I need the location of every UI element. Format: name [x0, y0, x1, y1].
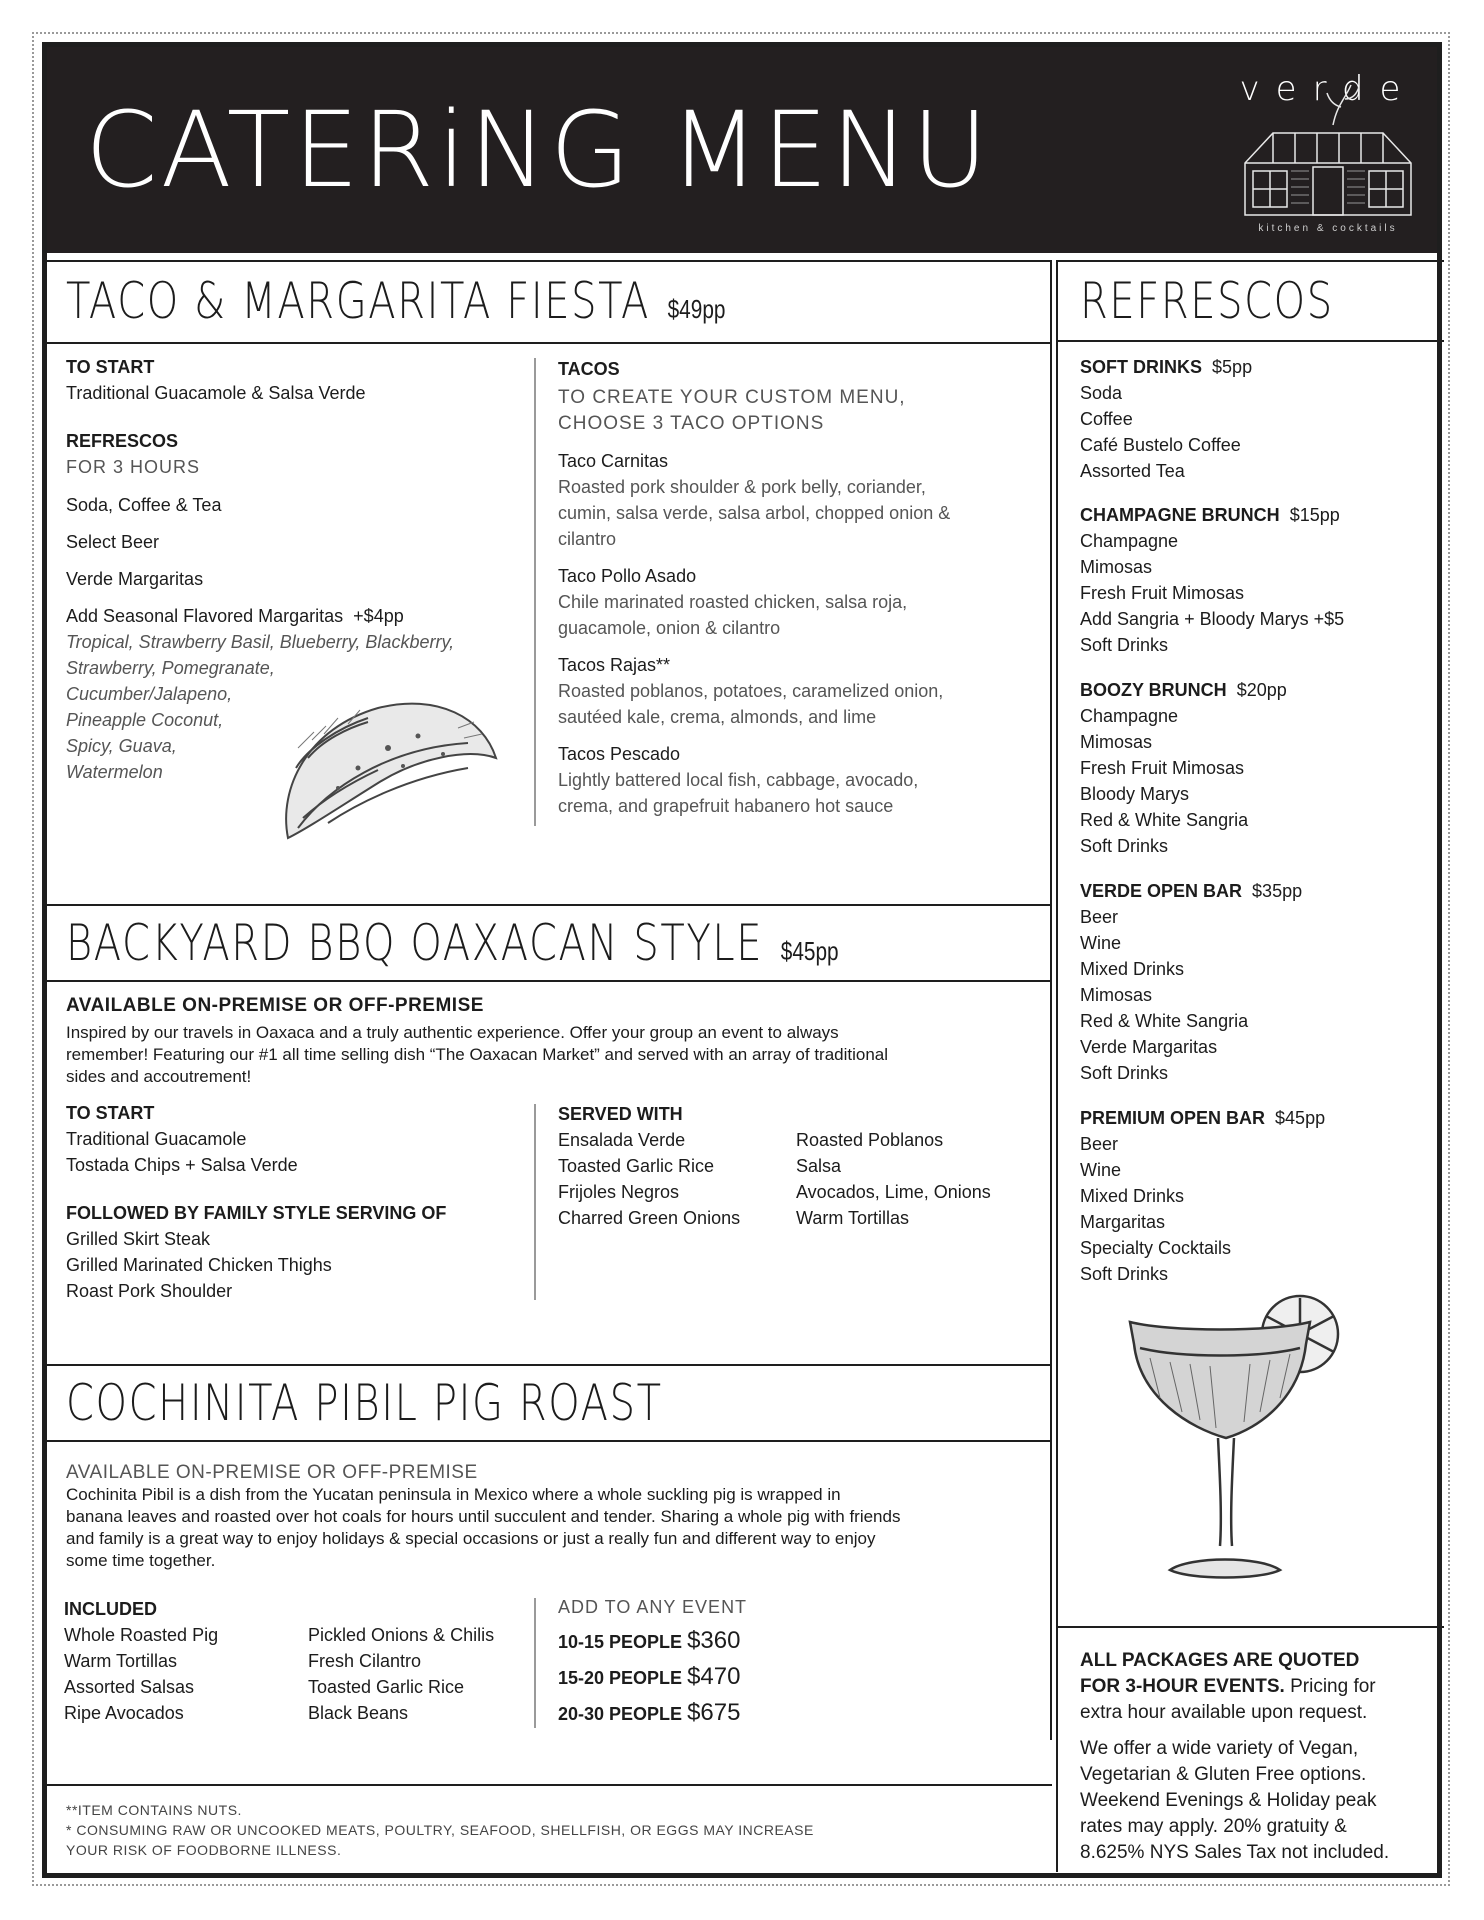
pig-included-label: INCLUDED	[64, 1599, 157, 1619]
list-item: Wine	[1080, 933, 1122, 953]
notes-line: rates may apply. 20% gratuity &	[1080, 1816, 1347, 1837]
list-item: Black Beans	[308, 1703, 409, 1723]
taco-name: Taco Pollo Asado	[558, 566, 697, 586]
divider	[44, 1364, 1052, 1366]
verde-logo	[1233, 55, 1423, 241]
taco-name: Tacos Rajas**	[558, 655, 671, 675]
list-item: Grilled Marinated Chicken Thighs	[66, 1255, 332, 1275]
list-item: Watermelon	[66, 762, 163, 782]
pig-add-label: ADD TO ANY EVENT	[558, 1597, 748, 1617]
divider	[1050, 260, 1052, 1740]
package-price: $45pp	[1275, 1108, 1326, 1128]
tacos-sub: CHOOSE 3 TACO OPTIONS	[558, 413, 825, 434]
list-item: Soft Drinks	[1080, 1264, 1169, 1284]
list-item: Mimosas	[1080, 557, 1153, 577]
pig-desc-line: banana leaves and roasted over hot coals for hours until succulent and tender. Sharing a whole pig with friends	[66, 1507, 901, 1526]
pig-desc-line: and family is a great way to enjoy holidays & special occasions or just a really fun and different way to enjoy	[66, 1529, 876, 1548]
list-item: Mimosas	[1080, 985, 1153, 1005]
package-price: $35pp	[1252, 881, 1303, 901]
divider	[44, 904, 1052, 906]
list-item: Bloody Marys	[1080, 784, 1190, 804]
bbq-desc-line: Inspired by our travels in Oaxaca and a truly authentic experience. Offer your group an event to always	[66, 1023, 839, 1042]
pig-title-text: COCHINITA PIBIL PIG ROAST	[66, 1374, 663, 1432]
list-item: Soft Drinks	[1080, 836, 1169, 856]
list-item: Soft Drinks	[1080, 635, 1169, 655]
list-item: Roasted Poblanos	[796, 1130, 944, 1150]
notes-bold-1	[1080, 1648, 1359, 1674]
list-item: Wine	[1080, 1160, 1122, 1180]
list-item: Warm Tortillas	[796, 1208, 910, 1228]
list-item: Coffee	[1080, 409, 1133, 429]
bbq-title	[66, 914, 839, 972]
taco-name: Taco Carnitas	[558, 451, 669, 471]
pig-title	[66, 1374, 663, 1432]
taco-name: Tacos Pescado	[558, 744, 681, 764]
list-item: Whole Roasted Pig	[64, 1625, 219, 1645]
package-items	[1080, 904, 1248, 1086]
package-header	[1080, 502, 1340, 528]
fiesta-drink: Select Beer	[66, 532, 160, 552]
list-item: Toasted Garlic Rice	[308, 1677, 465, 1697]
list-item: Beer	[1080, 907, 1119, 927]
package-items	[1080, 1131, 1231, 1287]
fiesta-drink: Verde Margaritas	[66, 569, 204, 589]
list-item: Roast Pork Shoulder	[66, 1281, 233, 1301]
page-title: CATERiNG MENU	[85, 89, 991, 211]
list-item: Verde Margaritas	[1080, 1037, 1218, 1057]
notes-bold-text: ALL PACKAGES ARE QUOTED	[1080, 1650, 1360, 1671]
taco-illustration	[268, 688, 508, 858]
divider	[1056, 260, 1058, 1872]
divider	[1056, 1626, 1444, 1628]
list-item: Traditional Guacamole	[66, 1129, 247, 1149]
notes-line: We offer a wide variety of Vegan,	[1080, 1738, 1359, 1759]
logo-wordmark: verde	[1239, 69, 1417, 109]
pig-tier	[558, 1696, 740, 1731]
list-item: Assorted Salsas	[64, 1677, 195, 1697]
header-banner	[47, 47, 1437, 253]
tier-people: 20-30 PEOPLE	[558, 1704, 683, 1724]
list-item: Ripe Avocados	[64, 1703, 184, 1723]
list-item: Mixed Drinks	[1080, 1186, 1185, 1206]
notes-line-2	[1080, 1674, 1376, 1700]
pig-tier	[558, 1660, 740, 1695]
bbq-price: $45pp	[780, 936, 839, 966]
logo-tagline: kitchen & cocktails	[1258, 223, 1398, 234]
package-items	[1080, 528, 1344, 658]
list-item: Ensalada Verde	[558, 1130, 686, 1150]
list-item: Pineapple Coconut,	[66, 710, 224, 730]
tier-people: 10-15 PEOPLE	[558, 1632, 683, 1652]
list-item: Red & White Sangria	[1080, 810, 1249, 830]
notes-line: Vegetarian & Gluten Free options.	[1080, 1764, 1367, 1785]
list-item: Assorted Tea	[1080, 461, 1185, 481]
footnote: * CONSUMING RAW OR UNCOOKED MEATS, POULTRY, SEAFOOD, SHELLFISH, OR EGGS MAY INCREASE	[66, 1822, 814, 1838]
list-item: Avocados, Lime, Onions	[796, 1182, 991, 1202]
list-item: Café Bustelo Coffee	[1080, 435, 1241, 455]
list-item: Warm Tortillas	[64, 1651, 178, 1671]
list-item: Tropical, Strawberry Basil, Blueberry, Blackberry,	[66, 632, 455, 652]
tier-price: $360	[687, 1627, 741, 1654]
bbq-desc-line: remember! Featuring our #1 all time selling dish “The Oaxacan Market” and served with an array of traditional	[66, 1045, 889, 1064]
fiesta-to-start-item: Traditional Guacamole & Salsa Verde	[66, 383, 366, 403]
fiesta-seasonal-row	[66, 603, 404, 629]
fiesta-drink: Soda, Coffee & Tea	[66, 495, 222, 515]
pig-desc-line: Cochinita Pibil is a dish from the Yucatan peninsula in Mexico where a whole suckling pig is wrapped in	[66, 1485, 841, 1504]
list-item: Fresh Fruit Mimosas	[1080, 583, 1245, 603]
taco-desc: Lightly battered local fish, cabbage, avocado,	[558, 770, 919, 790]
taco-desc: crema, and grapefruit habanero hot sauce	[558, 796, 894, 816]
refrescos-title	[1080, 272, 1334, 330]
bbq-family-label: FOLLOWED BY FAMILY STYLE SERVING OF	[66, 1203, 447, 1223]
divider	[1056, 340, 1444, 342]
bbq-description	[66, 1022, 888, 1088]
pig-included-col1	[64, 1622, 218, 1726]
column-divider	[534, 1598, 536, 1728]
fiesta-to-start-label: TO START	[66, 357, 155, 377]
package-price: $20pp	[1236, 680, 1287, 700]
package-name: PREMIUM OPEN BAR	[1080, 1108, 1266, 1128]
package-header	[1080, 677, 1287, 703]
taco-desc: guacamole, onion & cilantro	[558, 618, 781, 638]
list-item: Soda	[1080, 383, 1123, 403]
bbq-title-text: BACKYARD BBQ OAXACAN STYLE	[66, 914, 764, 972]
notes-line: Weekend Evenings & Holiday peak	[1080, 1790, 1377, 1811]
fiesta-title	[66, 272, 725, 330]
bbq-served-label: SERVED WITH	[558, 1104, 683, 1124]
taco-desc: Roasted poblanos, potatoes, caramelized onion,	[558, 681, 944, 701]
column-divider	[534, 358, 536, 826]
package-name: BOOZY BRUNCH	[1080, 680, 1227, 700]
package-name: SOFT DRINKS	[1080, 357, 1203, 377]
fiesta-seasonal-price: +$4pp	[353, 606, 404, 626]
package-price: $5pp	[1212, 357, 1253, 377]
package-header	[1080, 878, 1302, 904]
tacos-sub: TO CREATE YOUR CUSTOM MENU,	[558, 387, 906, 408]
fiesta-refrescos-label: REFRESCOS	[66, 431, 179, 451]
list-item: Margaritas	[1080, 1212, 1166, 1232]
list-item: Toasted Garlic Rice	[558, 1156, 715, 1176]
list-item: Frijoles Negros	[558, 1182, 680, 1202]
list-item: Cucumber/Jalapeno,	[66, 684, 233, 704]
bbq-desc-line: sides and accoutrement!	[66, 1067, 252, 1086]
tier-people: 15-20 PEOPLE	[558, 1668, 683, 1688]
list-item: Fresh Fruit Mimosas	[1080, 758, 1245, 778]
divider	[44, 980, 1052, 982]
taco-desc: Roasted pork shoulder & pork belly, coriander,	[558, 477, 926, 497]
pig-desc-line: some time together.	[66, 1551, 216, 1570]
tier-price: $675	[687, 1699, 741, 1726]
list-item: Spicy, Guava,	[66, 736, 177, 756]
list-item: Tostada Chips + Salsa Verde	[66, 1155, 298, 1175]
package-price: $15pp	[1289, 505, 1340, 525]
fiesta-refrescos-sub: FOR 3 HOURS	[66, 457, 201, 477]
list-item: Mixed Drinks	[1080, 959, 1185, 979]
bbq-served-col1	[558, 1127, 740, 1231]
list-item: Salsa	[796, 1156, 842, 1176]
notes-line-3: extra hour available upon request.	[1080, 1702, 1368, 1723]
fiesta-title-text: TACO & MARGARITA FIESTA	[66, 272, 651, 330]
margarita-glass-illustration	[1110, 1288, 1370, 1588]
pig-availability: AVAILABLE ON-PREMISE OR OFF-PREMISE	[66, 1462, 478, 1483]
package-name: VERDE OPEN BAR	[1080, 881, 1243, 901]
package-header	[1080, 1105, 1325, 1131]
taco-desc: sautéed kale, crema, almonds, and lime	[558, 707, 877, 727]
pig-included-col2	[308, 1622, 494, 1726]
tier-price: $470	[687, 1663, 741, 1690]
tacos-label: TACOS	[558, 359, 620, 379]
divider	[44, 260, 1052, 262]
list-item: Charred Green Onions	[558, 1208, 741, 1228]
package-items	[1080, 703, 1248, 859]
list-item: Grilled Skirt Steak	[66, 1229, 211, 1249]
fiesta-price: $49pp	[667, 294, 726, 324]
list-item: Fresh Cilantro	[308, 1651, 422, 1671]
notes-bold-text: FOR 3-HOUR EVENTS.	[1080, 1676, 1285, 1697]
list-item: Pickled Onions & Chilis	[308, 1625, 495, 1645]
divider	[1056, 260, 1444, 262]
list-item: Mimosas	[1080, 732, 1153, 752]
package-name: CHAMPAGNE BRUNCH	[1080, 505, 1280, 525]
package-header	[1080, 354, 1252, 380]
taco-desc: Chile marinated roasted chicken, salsa roja,	[558, 592, 908, 612]
divider	[44, 1784, 1052, 1786]
fiesta-seasonal-label: Add Seasonal Flavored Margaritas	[66, 606, 344, 626]
pig-tier	[558, 1624, 740, 1659]
notes-line: 8.625% NYS Sales Tax not included.	[1080, 1842, 1390, 1863]
list-item: Champagne	[1080, 706, 1179, 726]
footnote: **ITEM CONTAINS NUTS.	[66, 1802, 242, 1818]
bbq-to-start-label: TO START	[66, 1103, 155, 1123]
divider	[44, 342, 1052, 344]
greenhouse-icon	[1233, 55, 1423, 241]
list-item: Champagne	[1080, 531, 1179, 551]
divider	[44, 1440, 1052, 1442]
list-item: Add Sangria + Bloody Marys +$5	[1080, 609, 1345, 629]
taco-desc: cumin, salsa verde, salsa arbol, chopped onion &	[558, 503, 951, 523]
notes-text: Pricing for	[1290, 1676, 1376, 1697]
list-item: Strawberry, Pomegranate,	[66, 658, 275, 678]
notes-paragraph	[1080, 1736, 1389, 1866]
bbq-availability: AVAILABLE ON-PREMISE OR OFF-PREMISE	[66, 995, 484, 1016]
list-item: Soft Drinks	[1080, 1063, 1169, 1083]
pig-description	[66, 1484, 900, 1572]
footnote: YOUR RISK OF FOODBORNE ILLNESS.	[66, 1842, 342, 1858]
list-item: Beer	[1080, 1134, 1119, 1154]
list-item: Red & White Sangria	[1080, 1011, 1249, 1031]
refrescos-title-text: REFRESCOS	[1080, 272, 1334, 330]
taco-desc: cilantro	[558, 529, 617, 549]
bbq-served-col2	[796, 1127, 991, 1231]
column-divider	[534, 1104, 536, 1300]
list-item: Specialty Cocktails	[1080, 1238, 1232, 1258]
package-items	[1080, 380, 1241, 484]
